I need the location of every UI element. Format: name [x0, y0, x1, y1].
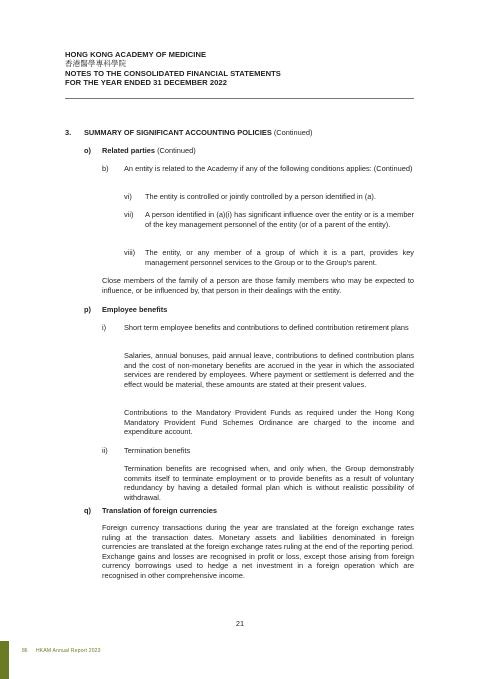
q-para: Foreign currency transactions during the year are translated at the foreign exchange rates ruling at the transaction dates. Monetary assets and liabilities denominated in foreign currencies are translated at the foreign exchange rates ruling at the end of the reporting period. Exchange gains and losses are recognised in profit or loss, except those arising from foreign currency borrowings used to hedge a net investment in a foreign operation which are recognised in other comprehensive income. — [102, 523, 414, 580]
q-title: Translation of foreign currencies — [102, 506, 217, 515]
page-number: 21 — [235, 619, 245, 628]
section-title: SUMMARY OF SIGNIFICANT ACCOUNTING POLICIES — [84, 128, 272, 137]
p-i-para-1: Salaries, annual bonuses, paid annual leave, contributions to defined contribution plans and the cost of non-monetary benefits are accrued in the year in which the associated services are rendered by employees. Where payment or settlement is deferred and the effect would be material, these amounts are stated at their present values. — [124, 351, 414, 389]
o-item-vi-text: The entity is controlled or jointly controlled by a person identified in (a). — [145, 192, 376, 201]
footer-accent-bar — [0, 641, 9, 679]
o-b-marker: b) — [102, 164, 109, 173]
o-item-viii-marker: viii) — [124, 248, 136, 257]
o-item-vii-marker: vii) — [124, 210, 134, 219]
p-i-para-2: Contributions to the Mandatory Provident Funds as required under the Hong Kong Mandatory Provident Fund Schemes Ordinance are charged to the income and expenditure account. — [124, 408, 414, 437]
o-b-text: An entity is related to the Academy if any of the following conditions applies: (Continued) — [124, 164, 413, 173]
o-letter: o) — [84, 146, 91, 155]
section-heading — [84, 128, 312, 138]
p-ii-para: Termination benefits are recognised when, and only when, the Group demonstrably commits itself to terminate employment or to provide benefits as a result of voluntary redundancy by having a detailed formal plan which is without realistic possibility of withdrawal. — [124, 464, 414, 502]
footer-report-title: HKAM Annual Report 2023 — [36, 648, 101, 654]
section-continued: (Continued) — [273, 128, 313, 137]
header-org-en: HONG KONG ACADEMY OF MEDICINE — [65, 50, 207, 59]
q-letter: q) — [84, 506, 91, 515]
header-doc-title: NOTES TO THE CONSOLIDATED FINANCIAL STATEMENTS — [65, 68, 281, 78]
o-item-vi-marker: vi) — [124, 192, 132, 201]
header-org-zh: 香港醫學專科學院 — [65, 59, 127, 69]
o-heading — [102, 146, 196, 156]
header-period: FOR THE YEAR ENDED 31 DECEMBER 2022 — [65, 77, 227, 87]
footer-page-number: 86 — [22, 648, 28, 654]
o-item-vii-text: A person identified in (a)(i) has significant influence over the entity or is a member of the key management personnel of the entity (or of a parent of the entity). — [145, 210, 414, 229]
p-title: Employee benefits — [102, 305, 168, 314]
p-i-title: Short term employee benefits and contributions to defined contribution retirement plans — [124, 323, 409, 332]
p-i-marker: i) — [102, 323, 107, 332]
o-title: Related parties — [102, 146, 155, 155]
section-number: 3. — [65, 128, 72, 137]
header-divider — [65, 98, 414, 99]
o-item-viii-text: The entity, or any member of a group of which it is a part, provides key management personnel services to the Group or to the Group's parent. — [145, 248, 414, 267]
p-letter: p) — [84, 305, 91, 314]
page-header — [65, 50, 281, 87]
p-ii-marker: ii) — [102, 446, 108, 455]
p-ii-title: Termination benefits — [124, 446, 191, 455]
o-continued: (Continued) — [157, 146, 196, 155]
o-close-members-text: Close members of the family of a person are those family members who may be expected to influence, or be influenced by, that person in their dealings with the entity. — [102, 276, 414, 295]
